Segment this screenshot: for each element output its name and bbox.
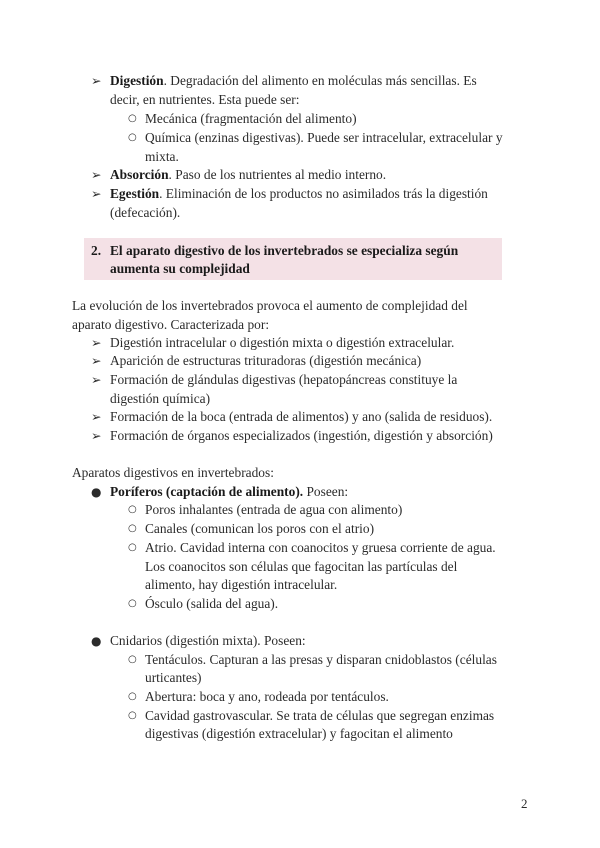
aparatos-intro: Aparatos digestivos en invertebrados: bbox=[72, 465, 274, 480]
cnidarios-item: Cnidarios (digestión mixta). Poseen: bbox=[110, 633, 306, 648]
evolution-item-cont: digestión química) bbox=[110, 391, 211, 406]
section-heading-line1: El aparato digestivo de los invertebrados se especializa según bbox=[110, 243, 459, 258]
circle-bullet-icon: ○ bbox=[128, 598, 137, 609]
digestion-term: Digestión bbox=[110, 73, 164, 88]
page-number: 2 bbox=[521, 796, 528, 811]
arrow-bullet-icon: ➢ bbox=[91, 186, 102, 201]
poriferos-subitem: Poros inhalantes (entrada de agua con alimento) bbox=[145, 502, 403, 517]
poriferos-subitem-cont: Los coanocitos son células que fagocitan las partículas del bbox=[145, 559, 458, 574]
poriferos-item: Poríferos (captación de alimento). Poseen: bbox=[110, 484, 349, 499]
arrow-bullet-icon: ➢ bbox=[91, 335, 102, 350]
circle-bullet-icon: ○ bbox=[128, 654, 137, 665]
cnidarios-subitem-cont: digestivas (digestión extracelular) y fagocitan el alimento bbox=[145, 726, 453, 741]
arrow-bullet-icon: ➢ bbox=[91, 167, 102, 182]
evolution-intro: La evolución de los invertebrados provoca el aumento de complejidad del bbox=[72, 298, 468, 313]
arrow-bullet-icon: ➢ bbox=[91, 73, 102, 88]
egestion-item: Egestión. Eliminación de los productos no asimilados trás la digestión bbox=[110, 186, 488, 201]
quimica-item: Química (enzinas digestivas). Puede ser intracelular, extracelular y bbox=[145, 130, 503, 145]
evolution-item: Formación de órganos especializados (ingestión, digestión y absorción) bbox=[110, 428, 493, 443]
absorcion-term: Absorción bbox=[110, 167, 169, 182]
dot-bullet-icon: ● bbox=[91, 485, 102, 499]
egestion-item-cont: (defecación). bbox=[110, 205, 181, 220]
cnidarios-subitem: Cavidad gastrovascular. Se trata de células que segregan enzimas bbox=[145, 708, 495, 723]
dot-bullet-icon: ● bbox=[91, 634, 102, 648]
poriferos-subitem: Canales (comunican los poros con el atrio) bbox=[145, 521, 375, 536]
quimica-item-cont: mixta. bbox=[145, 149, 179, 164]
arrow-bullet-icon: ➢ bbox=[91, 428, 102, 443]
circle-bullet-icon: ○ bbox=[128, 523, 137, 534]
section-heading-line2: aumenta su complejidad bbox=[110, 261, 250, 276]
circle-bullet-icon: ○ bbox=[128, 691, 137, 702]
arrow-bullet-icon: ➢ bbox=[91, 409, 102, 424]
circle-bullet-icon: ○ bbox=[128, 113, 137, 124]
evolution-item: Formación de glándulas digestivas (hepatopáncreas constituye la bbox=[110, 372, 458, 387]
evolution-intro-cont: aparato digestivo. Caracterizada por: bbox=[72, 317, 270, 332]
egestion-term: Egestión bbox=[110, 186, 160, 201]
arrow-bullet-icon: ➢ bbox=[91, 372, 102, 387]
digestion-item: Digestión. Degradación del alimento en moléculas más sencillas. Es bbox=[110, 73, 477, 88]
circle-bullet-icon: ○ bbox=[128, 542, 137, 553]
evolution-item: Digestión intracelular o digestión mixta o digestión extracelular. bbox=[110, 335, 455, 350]
digestion-item-cont: decir, en nutrientes. Esta puede ser: bbox=[110, 92, 300, 107]
poriferos-subitem-cont: alimento, hay digestión intracelular. bbox=[145, 577, 338, 592]
absorcion-item: Absorción. Paso de los nutrientes al medio interno. bbox=[110, 167, 387, 182]
arrow-bullet-icon: ➢ bbox=[91, 353, 102, 368]
section-heading-number: 2. bbox=[91, 243, 102, 258]
evolution-item: Aparición de estructuras trituradoras (digestión mecánica) bbox=[110, 353, 422, 368]
poriferos-term: Poríferos (captación de alimento). bbox=[110, 484, 304, 499]
cnidarios-subitem: Abertura: boca y ano, rodeada por tentáculos. bbox=[145, 689, 389, 704]
poriferos-subitem: Ósculo (salida del agua). bbox=[145, 596, 279, 611]
evolution-item: Formación de la boca (entrada de alimentos) y ano (salida de residuos). bbox=[110, 409, 493, 424]
cnidarios-subitem: Tentáculos. Capturan a las presas y disparan cnidoblastos (células bbox=[145, 652, 497, 667]
circle-bullet-icon: ○ bbox=[128, 504, 137, 515]
cnidarios-subitem-cont: urticantes) bbox=[145, 670, 202, 685]
poriferos-subitem: Atrio. Cavidad interna con coanocitos y gruesa corriente de agua. bbox=[145, 540, 496, 555]
circle-bullet-icon: ○ bbox=[128, 710, 137, 721]
mecanica-item: Mecánica (fragmentación del alimento) bbox=[145, 111, 357, 126]
circle-bullet-icon: ○ bbox=[128, 132, 137, 143]
